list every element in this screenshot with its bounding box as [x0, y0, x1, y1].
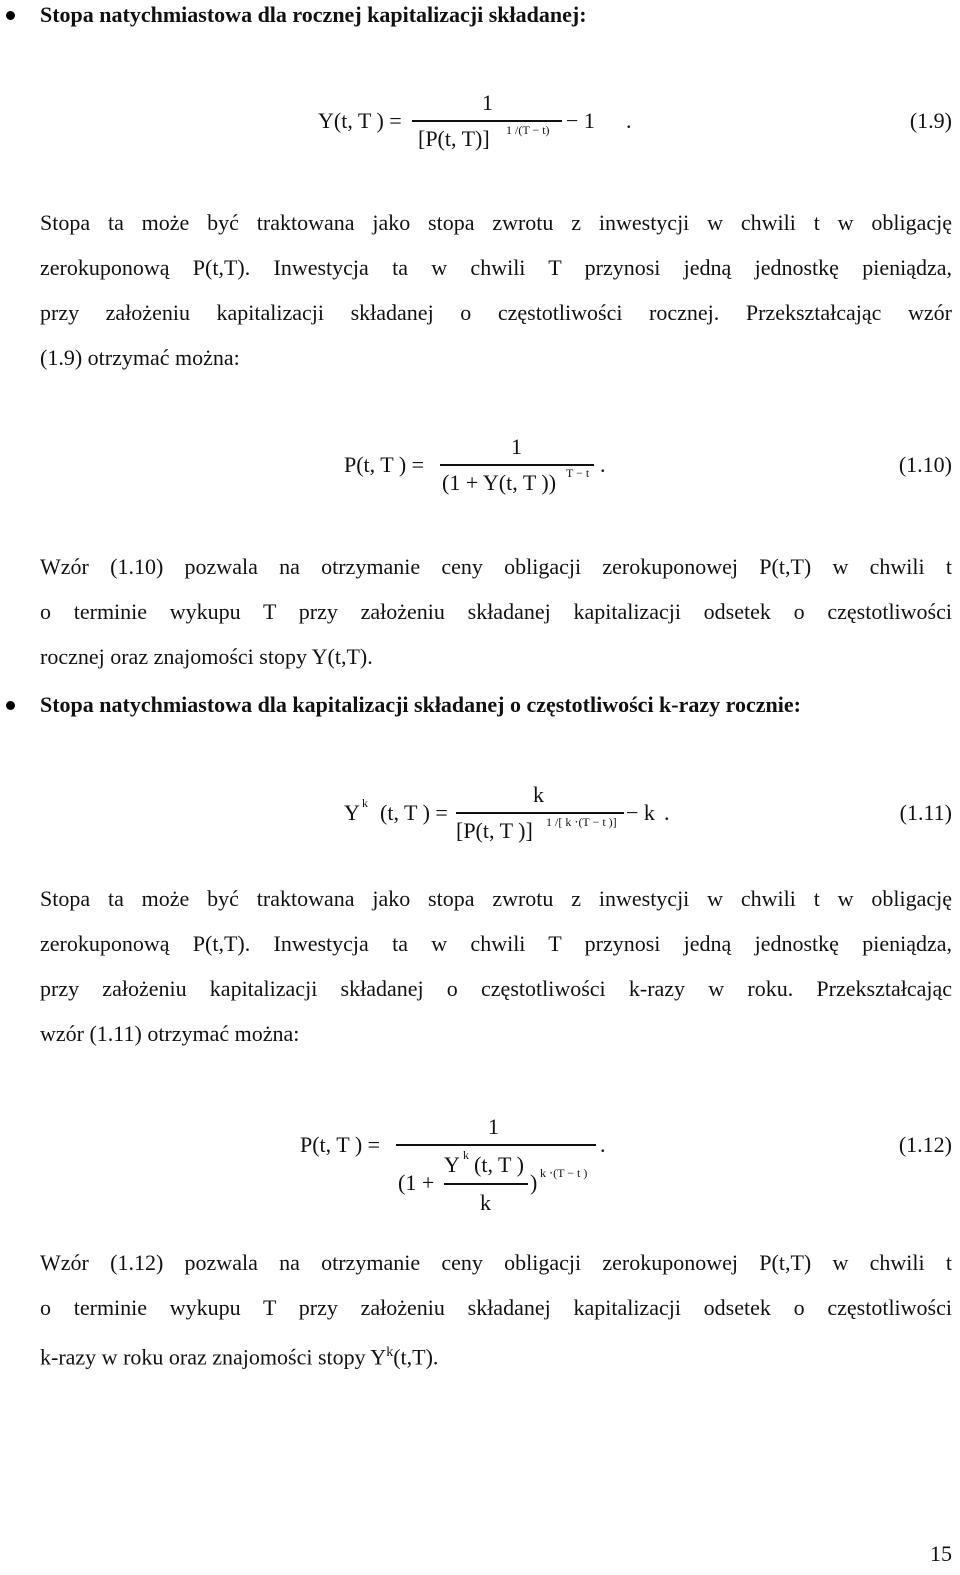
para-4-last-sup: k: [386, 1345, 394, 1360]
eq-1-12-den-open: (1 +: [398, 1170, 435, 1195]
paragraph-1: [40, 200, 952, 380]
eq-1-12-inner-fraction-bar: [444, 1183, 528, 1185]
eq-1-9-tail: − 1: [566, 108, 595, 133]
paragraph-2: [40, 544, 952, 679]
para-4-last-after: (t,T).: [393, 1344, 439, 1370]
eq-1-12-inner-num-Y: Y: [444, 1152, 460, 1177]
eq-1-12-label: (1.12): [898, 1132, 952, 1157]
paragraph-line: rocznej oraz znajomości stopy Y(t,T).: [40, 644, 373, 669]
paragraph-line: o terminie wykupu T przy założeniu składanej kapitalizacji odsetek o częstotliwości: [40, 599, 952, 624]
eq-1-11-fraction-bar: [456, 812, 624, 814]
eq-1-10-lhs: P(t, T ) =: [344, 452, 425, 477]
paragraph-line-last: [40, 1330, 952, 1375]
eq-1-11-denominator: [P(t, T )]: [456, 818, 533, 843]
eq-1-9-label: (1.9): [909, 108, 952, 133]
eq-1-10-label: (1.10): [898, 452, 952, 477]
eq-1-11-period: .: [664, 800, 670, 825]
eq-1-11-lhs-k: k: [362, 796, 368, 810]
eq-1-9-lhs: Y(t, T ) =: [318, 108, 402, 133]
eq-1-12-numerator: 1: [488, 1114, 499, 1139]
eq-1-12-inner-num-k: k: [463, 1148, 469, 1162]
eq-1-9-denominator: [P(t, T)]: [418, 126, 490, 151]
eq-1-11-tail: − k: [626, 800, 655, 825]
paragraph-line: zerokuponową P(t,T). Inwestycja ta w chwili T przynosi jedną jednostkę pieniądza,: [40, 255, 952, 280]
eq-1-11-lhs-Y: Y: [344, 800, 360, 825]
paragraph-line: Stopa ta może być traktowana jako stopa zwrotu z inwestycji w chwili t w obligację: [40, 210, 952, 235]
paragraph-line: Wzór (1.10) pozwala na otrzymanie ceny obligacji zerokuponowej P(t,T) w chwili t: [40, 554, 952, 579]
paragraph-4: [40, 1240, 952, 1375]
paragraph-line: zerokuponową P(t,T). Inwestycja ta w chwili T przynosi jedną jednostkę pieniądza,: [40, 931, 952, 956]
bullet-heading-annual: Stopa natychmiastowa dla rocznej kapitalizacji składanej:: [40, 2, 952, 28]
paragraph-line: o terminie wykupu T przy założeniu składanej kapitalizacji odsetek o częstotliwości: [40, 1295, 952, 1320]
para-4-last-before: k-razy w roku oraz znajomości stopy Y: [40, 1344, 387, 1370]
eq-1-12-period: .: [600, 1132, 606, 1157]
paragraph-line: Wzór (1.12) pozwala na otrzymanie ceny obligacji zerokuponowej P(t,T) w chwili t: [40, 1250, 952, 1275]
eq-1-11-label: (1.11): [899, 800, 952, 825]
eq-1-11-exponent: 1 /[ k ⋅(T − t )]: [546, 815, 617, 829]
eq-1-12-fraction-bar: [396, 1144, 596, 1146]
eq-1-9-exponent: 1 /(T − t): [506, 123, 550, 137]
page-number: 15: [930, 1541, 952, 1566]
bullet-heading-k-times: Stopa natychmiastowa dla kapitalizacji składanej o częstotliwości k-razy rocznie:: [40, 692, 952, 718]
eq-1-9-fraction-bar: [412, 120, 562, 122]
eq-1-10-numerator: 1: [511, 434, 522, 459]
paragraph-3: [40, 876, 952, 1056]
paragraph-line: Stopa ta może być traktowana jako stopa zwrotu z inwestycji w chwili t w obligację: [40, 886, 952, 911]
eq-1-12-inner-denominator: k: [480, 1190, 491, 1215]
paragraph-line: (1.9) otrzymać można:: [40, 345, 240, 370]
eq-1-10-exponent: T − t: [566, 466, 590, 480]
eq-1-12-lhs: P(t, T ) =: [300, 1132, 381, 1157]
eq-1-12-den-close: ): [530, 1170, 538, 1195]
eq-1-11-lhs-rest: (t, T ) =: [380, 800, 448, 825]
paragraph-line: przy założeniu kapitalizacji składanej o częstotliwości rocznej. Przekształcając wzór: [40, 300, 952, 325]
eq-1-10-denominator: (1 + Y(t, T )): [442, 470, 557, 495]
eq-1-12-exponent: k ⋅(T − t ): [540, 1166, 588, 1180]
eq-1-9-period: .: [626, 108, 632, 133]
paragraph-line: przy założeniu kapitalizacji składanej o częstotliwości k-razy w roku. Przekształcając: [40, 976, 952, 1001]
eq-1-12-inner-num-rest: (t, T ): [474, 1152, 524, 1177]
paragraph-line: wzór (1.11) otrzymać można:: [40, 1021, 300, 1046]
eq-1-9-numerator: 1: [482, 90, 493, 115]
eq-1-11-numerator: k: [533, 782, 544, 807]
eq-1-10-period: .: [600, 452, 606, 477]
